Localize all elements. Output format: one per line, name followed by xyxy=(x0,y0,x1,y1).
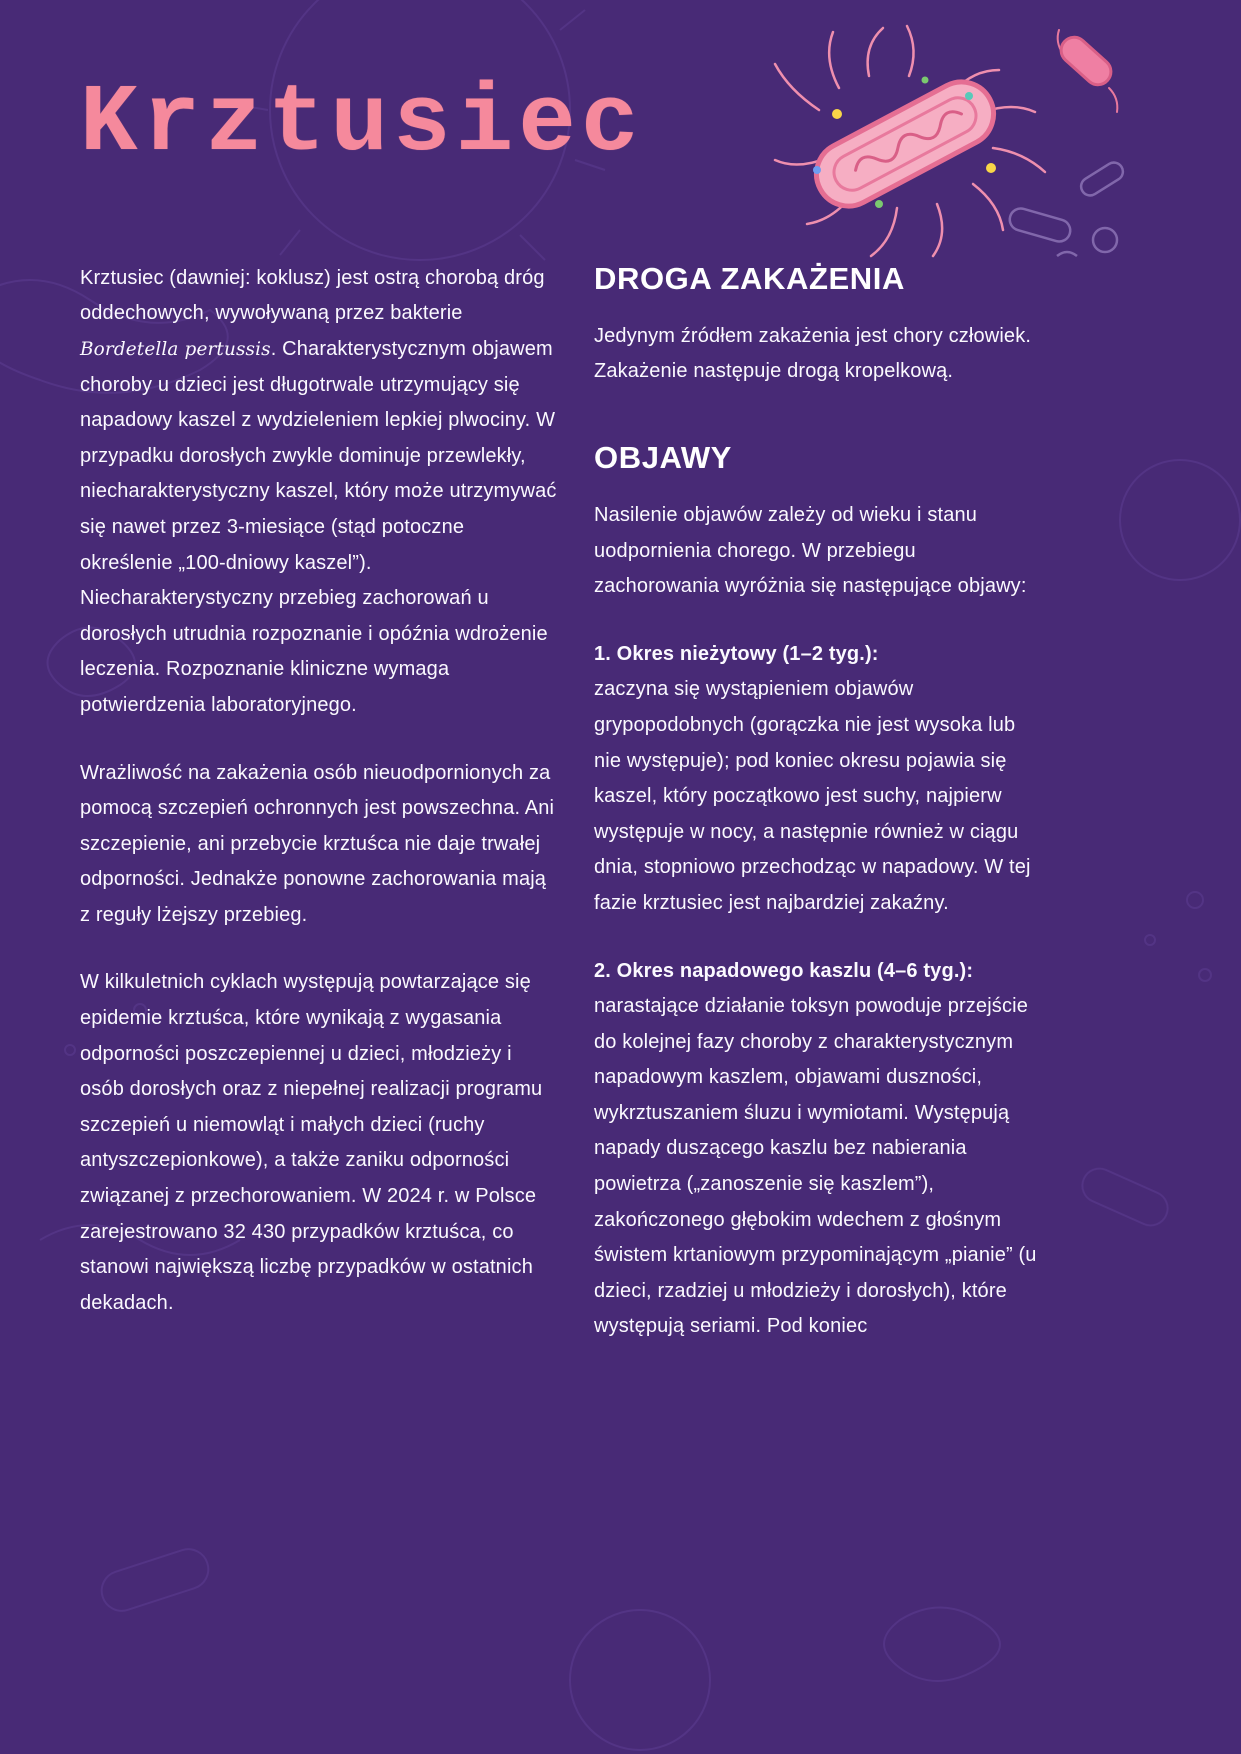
header xyxy=(0,0,1241,178)
species-name: Bordetella pertussis xyxy=(80,338,271,360)
paragraph-droga-zakazenia: Jedynym źródłem zakażenia jest chory człowiek. Zakażenie następuje drogą kropelkową. xyxy=(594,324,1032,383)
right-column xyxy=(594,261,1046,1377)
stage-1-text: zaczyna się wystąpieniem objawów grypopodobnych (gorączka nie jest wysoka lub nie występuje); pod koniec okresu pojawia się kaszel, który początkowo jest suchy, najpierw występuje w nocy, a następnie również w ciągu dnia, stopniowo przechodząc w napadowy. W tej fazie krztusiec jest najbardziej zakaźny. xyxy=(594,678,1031,914)
section-heading-droga-zakazenia: DROGA ZAKAŻENIA xyxy=(594,260,905,296)
page-title: Krztusiec xyxy=(80,69,644,178)
paragraph-epidemics: W kilkuletnich cyklach występują powtarzające się epidemie krztuśca, które wynikają z wygasania odporności poszczepiennej u dzieci, młodzieży i osób dorosłych oraz z niepełnej realizacji programu szczepień u niemowląt i małych dzieci (ruchy antyszczepionkowe), a także zaniku odporności związanej z przechorowaniem. W 2024 r. w Polsce zarejestrowano 32 430 przypadków krztuśca, co stanowi największą liczbę przypadków w ostatnich dekadach. xyxy=(80,971,543,1314)
intro-text-after: . Charakterystycznym objawem choroby u dzieci jest długotrwale utrzymujący się napadowy kaszel z wydzieleniem lepkiej plwociny. W przypadku dorosłych zwykle dominuje przewlekły, niecharakterystyczny kaszel, który może utrzymywać się nawet przez 3-miesiące (stąd potoczne określenie „100-dniowy kaszel”). Niecharakterystyczny przebieg zachorowań u dorosłych utrudnia rozpoznanie i opóźnia wdrożenie leczenia. Rozpoznanie kliniczne wymaga potwierdzenia laboratoryjnego. xyxy=(80,337,557,716)
section-heading-objawy: OBJAWY xyxy=(594,439,732,475)
paragraph-immunity: Wrażliwość na zakażenia osób nieuodpornionych za pomocą szczepień ochronnych jest powszechna. Ani szczepienie, ani przebycie krztuśca nie daje trwałej odporności. Jednakże ponowne zachorowania mają z reguły lżejszy przebieg. xyxy=(80,761,555,926)
intro-paragraph xyxy=(80,261,558,724)
stage-1 xyxy=(594,637,1046,922)
stage-2-text: narastające działanie toksyn powoduje przejście do kolejnej fazy choroby z charakterystycznym napadowym kaszlem, objawami duszności, wykrztuszaniem śluzu i wymiotami. Występują napady duszącego kaszlu bez nabierania powietrza („zanoszenie się kaszlem”), zakończonego głębokim wdechem z głośnym świstem krtaniowym przypominającym „pianie” (u dzieci, rzadziej u młodzieży i dorosłych), które występują seriami. Pod koniec xyxy=(594,995,1037,1338)
paragraph-objawy-intro: Nasilenie objawów zależy od wieku i stanu uodpornienia chorego. W przebiegu zachorowania wyróżnia się następujące objawy: xyxy=(594,503,1027,598)
stage-1-title: 1. Okres nieżytowy (1–2 tyg.): xyxy=(594,642,879,665)
left-column xyxy=(80,261,558,1377)
stage-2-title: 2. Okres napadowego kaszlu (4–6 tyg.): xyxy=(594,959,974,982)
stage-2 xyxy=(594,954,1046,1346)
intro-text-before: Krztusiec (dawniej: koklusz) jest ostrą chorobą dróg oddechowych, wywoływaną przez bakterie xyxy=(80,266,545,325)
content-columns xyxy=(0,261,1241,1377)
